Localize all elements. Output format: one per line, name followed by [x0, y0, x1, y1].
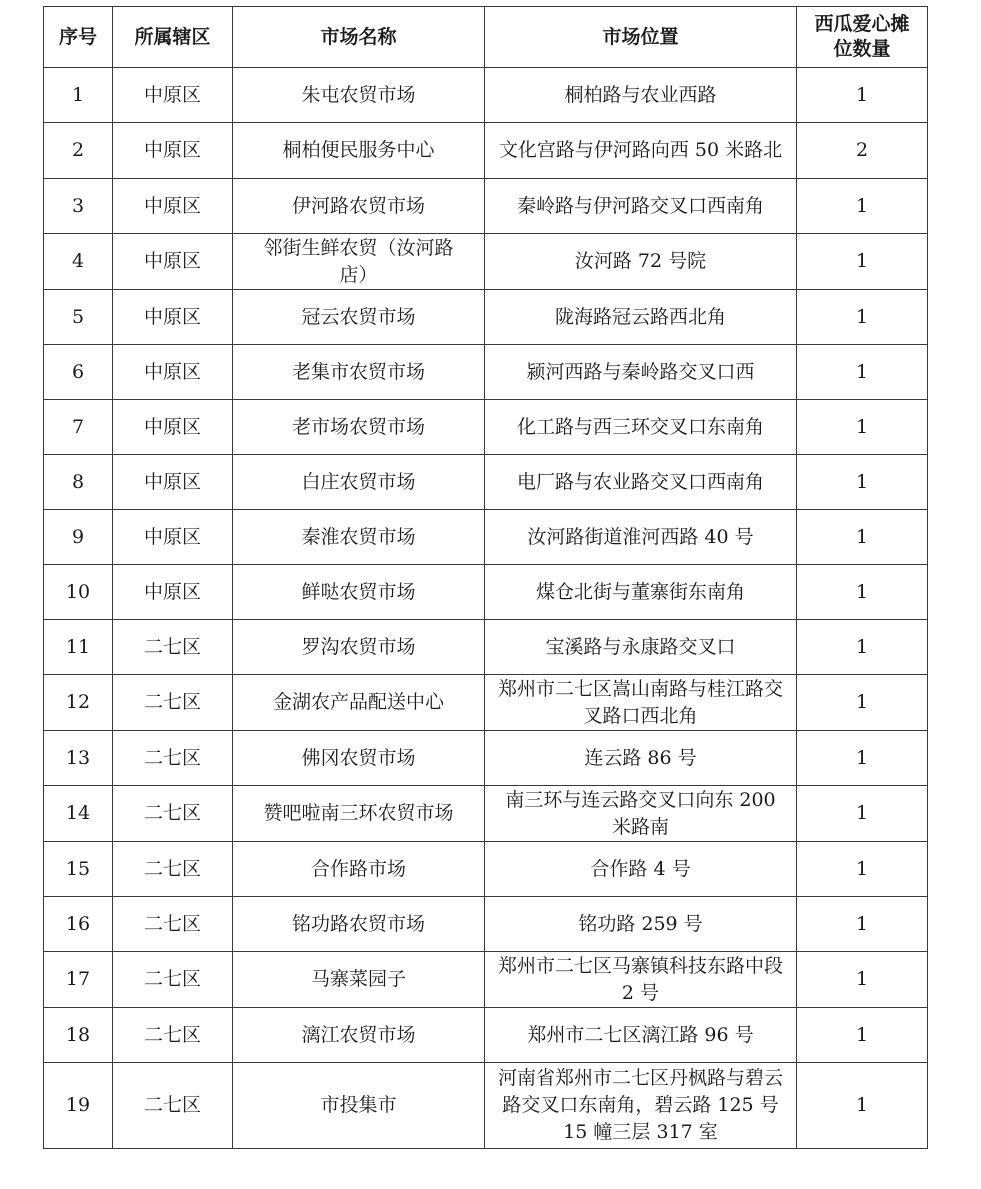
- cell-count: 1: [797, 455, 928, 510]
- cell-index: 18: [44, 1008, 113, 1063]
- cell-location: 汝河路 72 号院: [485, 234, 797, 290]
- cell-district: 二七区: [113, 952, 233, 1008]
- cell-index: 19: [44, 1063, 113, 1149]
- cell-index: 15: [44, 842, 113, 897]
- cell-index: 16: [44, 897, 113, 952]
- cell-index: 9: [44, 510, 113, 565]
- cell-district: 中原区: [113, 565, 233, 620]
- cell-index: 6: [44, 345, 113, 400]
- cell-count: 1: [797, 510, 928, 565]
- cell-location: 桐柏路与农业西路: [485, 68, 797, 123]
- cell-district: 中原区: [113, 179, 233, 234]
- cell-market-name: 朱屯农贸市场: [233, 68, 485, 123]
- cell-count: 1: [797, 179, 928, 234]
- cell-market-name: 赞吧啦南三环农贸市场: [233, 786, 485, 842]
- cell-index: 2: [44, 123, 113, 179]
- table-row: [44, 1008, 928, 1063]
- cell-district: 中原区: [113, 68, 233, 123]
- table-row: [44, 897, 928, 952]
- cell-count: 1: [797, 952, 928, 1008]
- cell-location: 煤仓北街与董寨街东南角: [485, 565, 797, 620]
- cell-index: 8: [44, 455, 113, 510]
- table-row: [44, 290, 928, 345]
- cell-count: 1: [797, 234, 928, 290]
- table-row: [44, 675, 928, 731]
- cell-count: 1: [797, 68, 928, 123]
- cell-location: 电厂路与农业路交叉口西南角: [485, 455, 797, 510]
- header-market-name: 市场名称: [233, 7, 485, 68]
- table-row: [44, 565, 928, 620]
- cell-district: 中原区: [113, 234, 233, 290]
- cell-index: 4: [44, 234, 113, 290]
- cell-market-name: 铭功路农贸市场: [233, 897, 485, 952]
- cell-count: 2: [797, 123, 928, 179]
- cell-district: 二七区: [113, 1063, 233, 1149]
- table-row: [44, 123, 928, 179]
- cell-market-name: 合作路市场: [233, 842, 485, 897]
- cell-index: 3: [44, 179, 113, 234]
- table-row: [44, 234, 928, 290]
- cell-district: 二七区: [113, 842, 233, 897]
- cell-count: 1: [797, 565, 928, 620]
- cell-district: 二七区: [113, 675, 233, 731]
- header-district: 所属辖区: [113, 7, 233, 68]
- table-header-row: [44, 7, 928, 68]
- cell-location: 铭功路 259 号: [485, 897, 797, 952]
- cell-district: 中原区: [113, 510, 233, 565]
- cell-index: 1: [44, 68, 113, 123]
- cell-count: 1: [797, 345, 928, 400]
- table-row: [44, 179, 928, 234]
- cell-count: 1: [797, 620, 928, 675]
- cell-district: 中原区: [113, 345, 233, 400]
- header-market-location: 市场位置: [485, 7, 797, 68]
- cell-location: 合作路 4 号: [485, 842, 797, 897]
- cell-market-name: 佛冈农贸市场: [233, 731, 485, 786]
- cell-index: 10: [44, 565, 113, 620]
- cell-market-name: 老市场农贸市场: [233, 400, 485, 455]
- cell-index: 13: [44, 731, 113, 786]
- table-row: [44, 455, 928, 510]
- cell-count: 1: [797, 290, 928, 345]
- table-row: [44, 68, 928, 123]
- cell-count: 1: [797, 731, 928, 786]
- cell-market-name: 漓江农贸市场: [233, 1008, 485, 1063]
- cell-market-name: 桐柏便民服务中心: [233, 123, 485, 179]
- table-row: [44, 400, 928, 455]
- cell-location: 郑州市二七区马寨镇科技东路中段 2 号: [485, 952, 797, 1008]
- cell-market-name: 邻街生鲜农贸（汝河路店）: [233, 234, 485, 290]
- cell-count: 1: [797, 675, 928, 731]
- cell-location: 化工路与西三环交叉口东南角: [485, 400, 797, 455]
- cell-market-name: 金湖农产品配送中心: [233, 675, 485, 731]
- cell-count: 1: [797, 1063, 928, 1149]
- cell-district: 中原区: [113, 455, 233, 510]
- cell-district: 中原区: [113, 290, 233, 345]
- cell-district: 中原区: [113, 400, 233, 455]
- table-row: [44, 952, 928, 1008]
- cell-location: 连云路 86 号: [485, 731, 797, 786]
- table-row: [44, 620, 928, 675]
- cell-market-name: 马寨菜园子: [233, 952, 485, 1008]
- cell-count: 1: [797, 842, 928, 897]
- cell-location: 陇海路冠云路西北角: [485, 290, 797, 345]
- cell-count: 1: [797, 1008, 928, 1063]
- cell-count: 1: [797, 897, 928, 952]
- cell-location: 南三环与连云路交叉口向东 200 米路南: [485, 786, 797, 842]
- cell-index: 17: [44, 952, 113, 1008]
- cell-index: 5: [44, 290, 113, 345]
- cell-location: 文化宫路与伊河路向西 50 米路北: [485, 123, 797, 179]
- cell-location: 秦岭路与伊河路交叉口西南角: [485, 179, 797, 234]
- cell-market-name: 白庄农贸市场: [233, 455, 485, 510]
- cell-market-name: 冠云农贸市场: [233, 290, 485, 345]
- cell-location: 宝溪路与永康路交叉口: [485, 620, 797, 675]
- cell-location: 河南省郑州市二七区丹枫路与碧云路交叉口东南角，碧云路 125 号 15 幢三层 317 室: [485, 1063, 797, 1149]
- table-row: [44, 786, 928, 842]
- cell-index: 14: [44, 786, 113, 842]
- table-row: [44, 731, 928, 786]
- cell-district: 中原区: [113, 123, 233, 179]
- cell-index: 11: [44, 620, 113, 675]
- cell-count: 1: [797, 786, 928, 842]
- cell-market-name: 罗沟农贸市场: [233, 620, 485, 675]
- cell-index: 7: [44, 400, 113, 455]
- cell-market-name: 鲜哒农贸市场: [233, 565, 485, 620]
- cell-market-name: 秦淮农贸市场: [233, 510, 485, 565]
- cell-market-name: 老集市农贸市场: [233, 345, 485, 400]
- cell-market-name: 伊河路农贸市场: [233, 179, 485, 234]
- cell-count: 1: [797, 400, 928, 455]
- header-stall-count: 西瓜爱心摊位数量: [797, 7, 928, 68]
- table-row: [44, 345, 928, 400]
- cell-location: 汝河路街道淮河西路 40 号: [485, 510, 797, 565]
- cell-location: 郑州市二七区漓江路 96 号: [485, 1008, 797, 1063]
- cell-district: 二七区: [113, 1008, 233, 1063]
- cell-district: 二七区: [113, 731, 233, 786]
- cell-location: 郑州市二七区嵩山南路与桂江路交叉路口西北角: [485, 675, 797, 731]
- market-table: [43, 6, 928, 1149]
- cell-index: 12: [44, 675, 113, 731]
- header-index: 序号: [44, 7, 113, 68]
- table-row: [44, 1063, 928, 1149]
- cell-market-name: 市投集市: [233, 1063, 485, 1149]
- cell-district: 二七区: [113, 897, 233, 952]
- table-row: [44, 510, 928, 565]
- cell-district: 二七区: [113, 620, 233, 675]
- cell-district: 二七区: [113, 786, 233, 842]
- cell-location: 颍河西路与秦岭路交叉口西: [485, 345, 797, 400]
- table-row: [44, 842, 928, 897]
